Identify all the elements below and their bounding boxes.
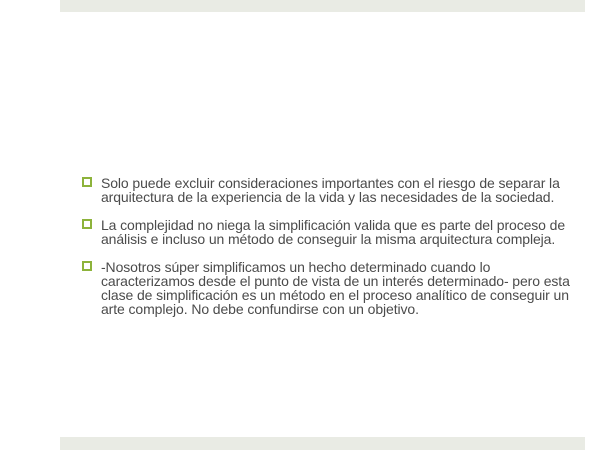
top-band: [60, 0, 585, 12]
bullet-text: -Nosotros súper simplificamos un hecho determinado cuando lo caracterizamos desde el punto de vista de un interés determinado- pero esta clase de simplificación es un método en el proceso analítico de conseguir un arte complejo. No debe confundirse con un objetivo.: [101, 259, 570, 317]
square-bullet-icon: [82, 261, 92, 271]
bullet-text: La complejidad no niega la simplificación valida que es parte del proceso de análisis e incluso un método de conseguir la misma arquitectura compleja.: [101, 217, 566, 247]
bullet-item: [82, 260, 572, 316]
square-bullet-icon: [82, 219, 92, 229]
bullet-text: Solo puede excluir consideraciones importantes con el riesgo de separar la arquitectura de la experiencia de la vida y las necesidades de la sociedad.: [101, 175, 560, 205]
bullet-item: [82, 218, 572, 246]
bullet-list: [82, 176, 572, 330]
bullet-item: [82, 176, 572, 204]
square-bullet-icon: [82, 177, 92, 187]
bottom-band: [60, 437, 585, 450]
